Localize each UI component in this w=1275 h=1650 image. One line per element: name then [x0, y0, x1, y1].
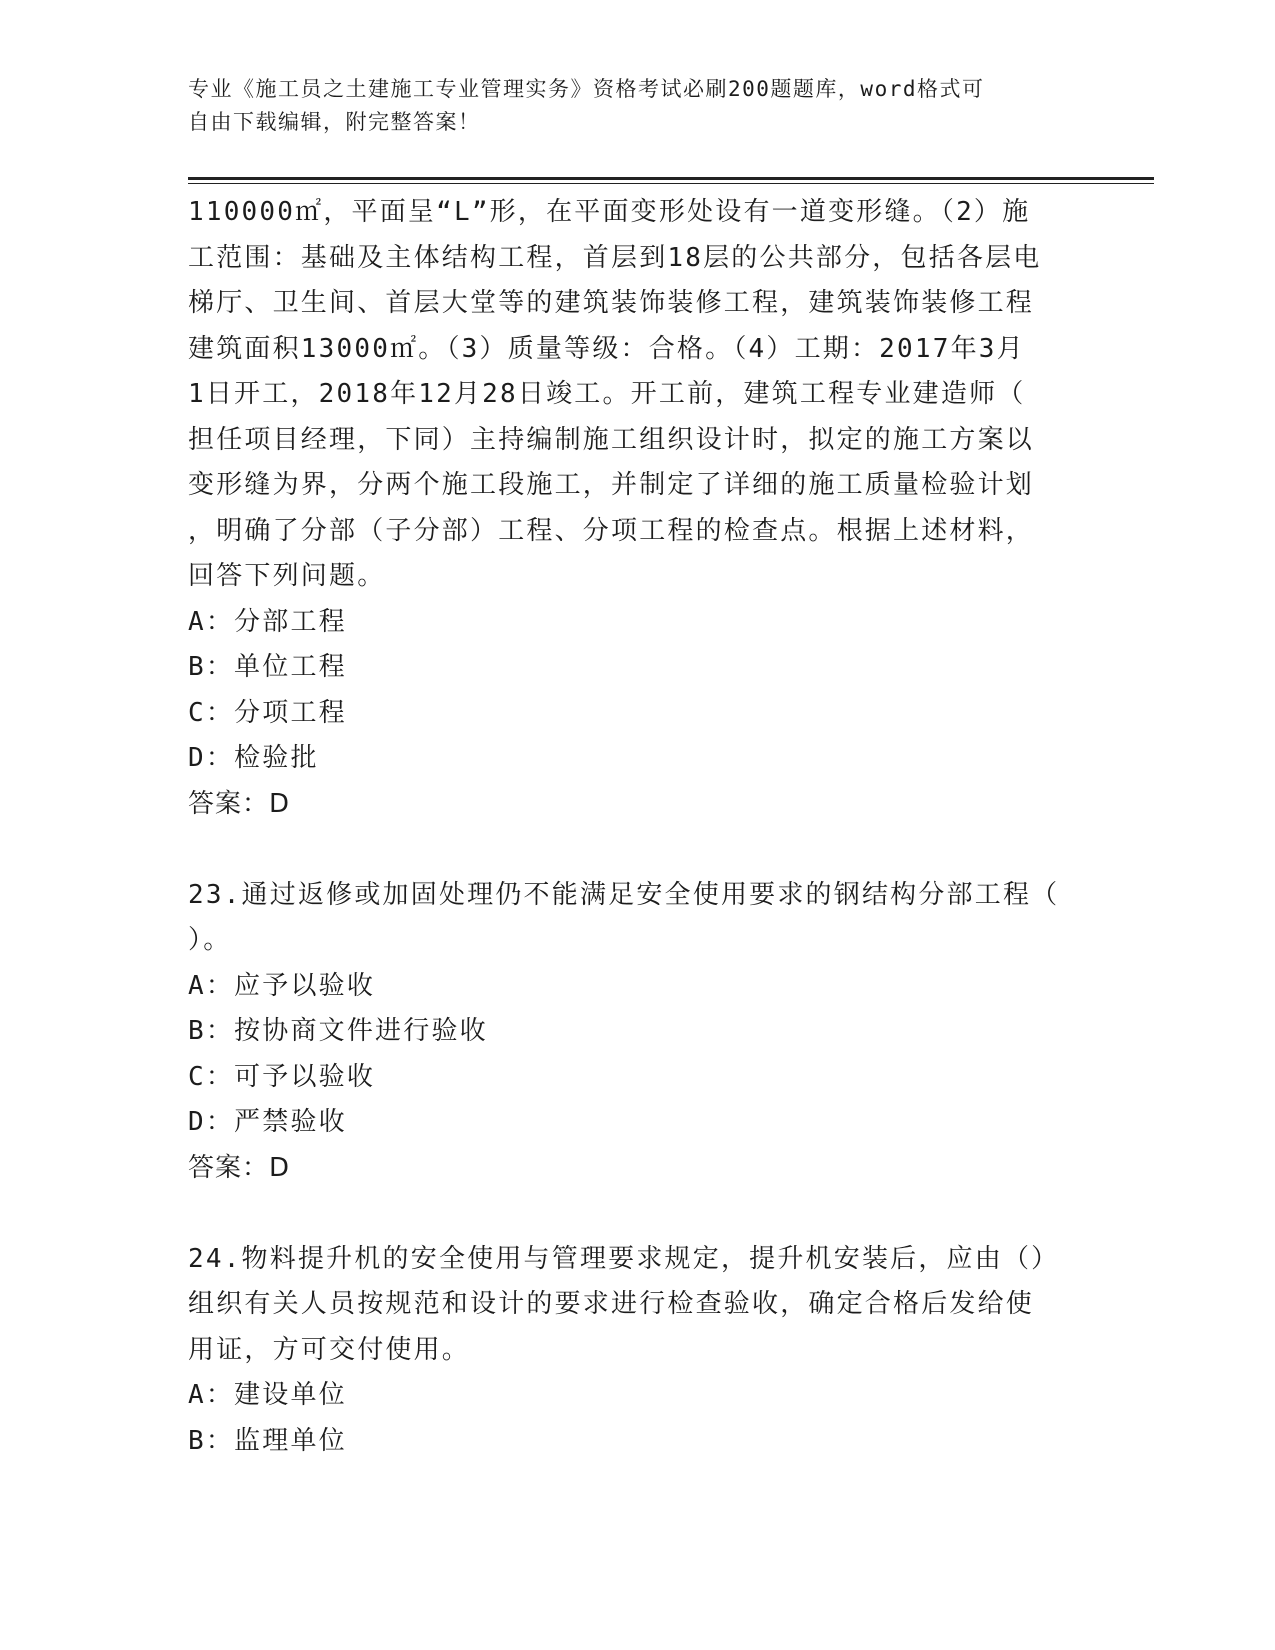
option-a: A：分部工程 [188, 606, 347, 637]
question-text-line: 110000㎡，平面呈“L”形，在平面变形处设有一道变形缝。（2）施 [188, 197, 1031, 227]
document-header [188, 73, 1068, 139]
option-b: B：单位工程 [188, 652, 347, 682]
spacer [188, 827, 1088, 873]
question-text-line: 组织有关人员按规范和设计的要求进行检查验收，确定合格后发给使 [188, 1289, 1035, 1319]
answer-line: 答案：D [188, 1152, 291, 1183]
option-c: C：可予以验收 [188, 1061, 376, 1092]
document-body [188, 190, 1088, 1464]
option-b: B：按协商文件进行验收 [188, 1016, 488, 1046]
question-24-block [188, 1237, 1088, 1465]
question-text-line: 工范围：基础及主体结构工程，首层到18层的公共部分，包括各层电 [188, 242, 1042, 273]
question-text-line: 回答下列问题。 [188, 561, 386, 591]
question-text-line: 建筑面积13000㎡。（3）质量等级：合格。（4）工期：2017年3月 [188, 333, 1025, 364]
header-rule-thin [188, 183, 1154, 184]
spacer [188, 1191, 1088, 1237]
option-b: B：监理单位 [188, 1425, 347, 1456]
header-rule-thick [188, 177, 1154, 180]
header-line-2: 自由下载编辑，附完整答案！ [188, 110, 481, 134]
question-text-line: 1日开工，2018年12月28日竣工。开工前，建筑工程专业建造师（ [188, 379, 1026, 409]
option-a: A：建设单位 [188, 1380, 347, 1410]
question-text-line: 担任项目经理，下同）主持编制施工组织设计时，拟定的施工方案以 [188, 424, 1035, 455]
question-23-block [188, 873, 1088, 1192]
answer-line: 答案：D [188, 788, 291, 819]
option-d: D：检验批 [188, 743, 319, 773]
question-text-line: 23.通过返修或加固处理仍不能满足安全使用要求的钢结构分部工程（ [188, 879, 1060, 910]
option-c: C：分项工程 [188, 697, 347, 728]
question-text-line: 用证，方可交付使用。 [188, 1334, 471, 1365]
header-line-1: 专业《施工员之土建施工专业管理实务》资格考试必刷200题题库，word格式可 [188, 77, 985, 101]
question-text-line: 24.物料提升机的安全使用与管理要求规定，提升机安装后，应由（） [188, 1243, 1060, 1274]
option-a: A：应予以验收 [188, 970, 376, 1001]
question-text-line: 梯厅、卫生间、首层大堂等的建筑装饰装修工程，建筑装饰装修工程 [188, 288, 1035, 318]
question-22-block [188, 190, 1088, 827]
question-text-line: 变形缝为界，分两个施工段施工，并制定了详细的施工质量检验计划 [188, 470, 1035, 500]
option-d: D：严禁验收 [188, 1107, 347, 1137]
question-text-line: ，明确了分部（子分部）工程、分项工程的检查点。根据上述材料， [188, 515, 1035, 546]
question-text-line: ）。 [188, 925, 232, 955]
